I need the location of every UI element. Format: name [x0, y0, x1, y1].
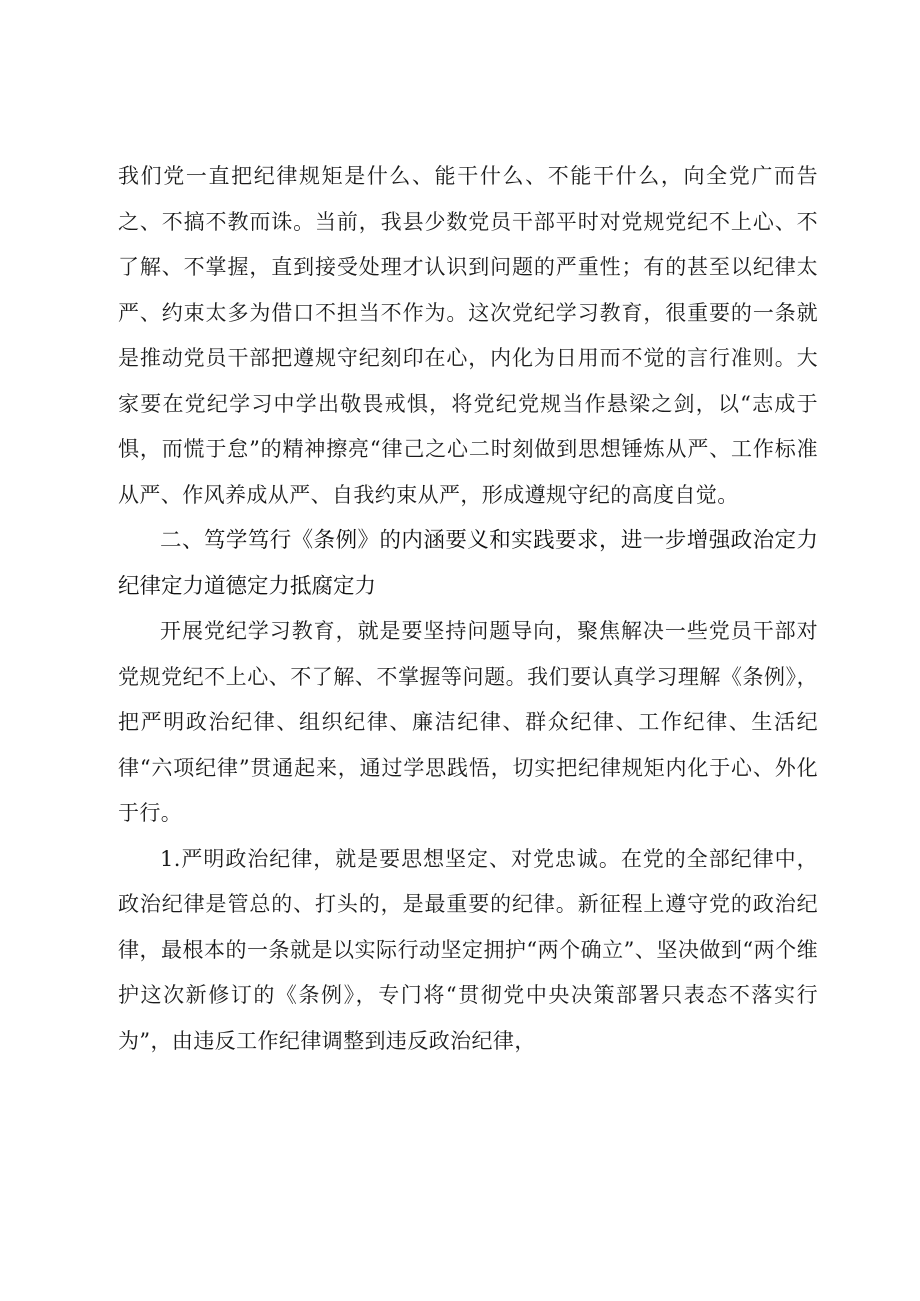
document-body	[118, 154, 818, 1064]
body-paragraph-2: 开展党纪学习教育，就是要坚持问题导向，聚焦解决一些党员干部对党规党纪不上心、不了解、不掌握等问题。我们要认真学习理解《条例》，把严明政治纪律、组织纪律、廉洁纪律、群众纪律、工作纪律、生活纪律“六项纪律”贯通起来，通过学思践悟，切实把纪律规矩内化于心、外化于行。	[118, 619, 818, 825]
body-paragraph-1: 我们党一直把纪律规矩是什么、能干什么、不能干什么，向全党广而告之、不搞不教而诛。当前，我县少数党员干部平时对党规党纪不上心、不了解、不掌握，直到接受处理才认识到问题的严重性；有的甚至以纪律太严、约束太多为借口不担当不作为。这次党纪学习教育，很重要的一条就是推动党员干部把遵规守纪刻印在心，内化为日用而不觉的言行准则。大家要在党纪学习中学出敬畏戒惧，将党纪党规当作悬梁之剑，以“志成于惧，而慌于怠”的精神擦亮“律己之心二时刻做到思想锤炼从严、工作标准从严、作风养成从严、自我约束从严，形成遵规守纪的高度自觉。	[118, 164, 818, 507]
body-paragraph-3: 1.严明政治纪律，就是要思想坚定、对党忠诚。在党的全部纪律中，政治纪律是管总的、打头的，是最重要的纪律。新征程上遵守党的政治纪律，最根本的一条就是以实际行动坚定拥护“两个确立”、坚决做到“两个维护这次新修订的《条例》，专门将“贯彻党中央决策部署只表态不落实行为”，由违反工作纪律调整到违反政治纪律，	[118, 846, 818, 1053]
section-heading-2: 二、笃学笃行《条例》的内涵要义和实践要求，进一步增强政治定力纪律定力道德定力抵腐定力	[118, 528, 818, 599]
